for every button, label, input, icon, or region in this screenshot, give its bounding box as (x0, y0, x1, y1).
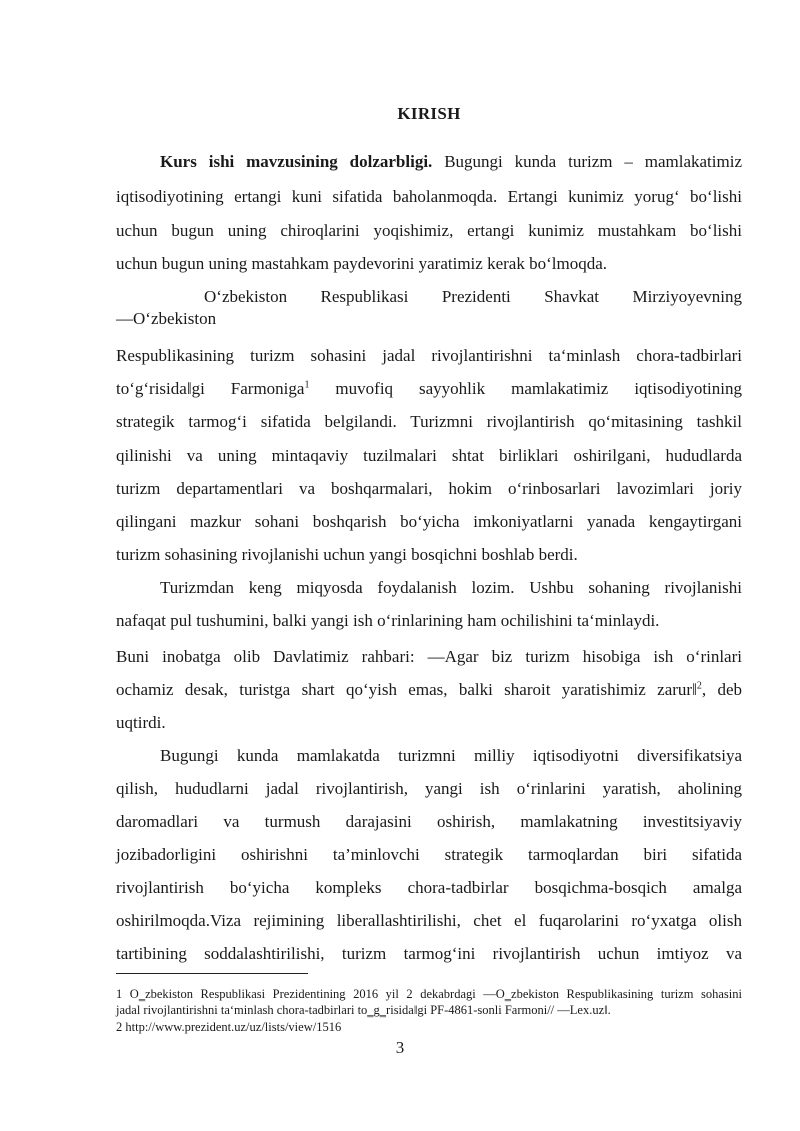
para4-line5: rivojlantirish bo‘yicha kompleks chora-tadbirlar bosqichma-bosqich amalga (116, 878, 742, 897)
page-number: 3 (395, 1038, 405, 1057)
para3-line4 (116, 680, 742, 700)
footnote-1-line1: 1 O‗zbekiston Respublikasi Prezidentining 2016 yil 2 dekabrdagi ―O‗zbekiston Respublikasining turizm sohasini (116, 987, 742, 1001)
footnote-separator (116, 973, 308, 974)
footnote-ref-2: 2 (696, 680, 702, 692)
footnote-2: 2 http://www.prezident.uz/uz/lists/view/1516 (116, 1020, 342, 1034)
para4-line6: oshirilmoqda.Viza rejimining liberallashtirilishi, chet el fuqarolarini ro‘yxatga olish (116, 911, 742, 930)
para4-line1: Bugungi kunda mamlakatda turizmni milliy iqtisodiyotni diversifikatsiya (160, 746, 742, 765)
para1-line1 (116, 152, 742, 172)
para2-line5: strategik tarmog‘i sifatida belgilandi. Turizmni rivojlantirish qo‘mitasining tashkil (116, 412, 742, 431)
para1-line3: uchun bugun uning chiroqlarini yoqishimiz, ertangi kunimiz mustahkam bo‘lishi (116, 221, 742, 240)
page-title: KIRISH (397, 104, 461, 123)
para2-l4b: muvofiq sayyohlik mamlakatimiz iqtisodiyotining (309, 379, 743, 398)
para2-line3: Respublikasining turizm sohasini jadal rivojlantirishni ta‘minlash chora-tadbirlari (116, 346, 742, 365)
para2-line9: turizm sohasining rivojlanishi uchun yangi bosqichni boshlab berdi. (116, 545, 578, 564)
para1-line2: iqtisodiyotining ertangi kuni sifatida baholanmoqda. Ertangi kunimiz yorug‘ bo‘lishi (116, 187, 742, 206)
para2-line7: turizm departamentlari va boshqarmalari, hokim o‘rinbosarlari lavozimlari joriy (116, 479, 742, 498)
para2-line8: qilingani mazkur sohani boshqarish bo‘yicha imkoniyatlarni yanada kengaytirgani (116, 512, 742, 531)
para2-line1: O‘zbekiston Respublikasi Prezidenti Shavkat Mirziyoyevning (204, 287, 742, 306)
para4-line3: daromadlari va turmush darajasini oshirish, mamlakatning investitsiyaviy (116, 812, 742, 831)
para4-line7: tartibining soddalashtirilishi, turizm tarmog‘ini rivojlantirish uchun imtiyoz va (116, 944, 742, 963)
para1-line4: uchun bugun uning mastahkam paydevorini yaratimiz kerak bo‘lmoqda. (116, 254, 607, 273)
para1-l1-rest: Bugungi kunda turizm – mamlakatimiz (432, 152, 742, 171)
para3-line5: uqtirdi. (116, 713, 166, 732)
para3-l4b: , deb (701, 680, 743, 699)
para3-line2: nafaqat pul tushumini, balki yangi ish o‘rinlarining ham ochilishini ta‘minlaydi. (116, 611, 660, 630)
para4-line4: jozibadorligini oshirishni ta’minlovchi strategik tarmoqlardan biri sifatida (116, 845, 742, 864)
para1-lead: Kurs ishi mavzusining dolzarbligi. (160, 152, 433, 171)
para3-line3: Buni inobatga olib Davlatimiz rahbari: ―Agar biz turizm hisobiga ish o‘rinlari (116, 647, 742, 666)
footnote-ref-1: 1 (304, 379, 310, 391)
para2-l4a: to‘g‘risida‖gi Farmoniga (116, 379, 305, 398)
footnote-1-line2: jadal rivojlantirishni ta‘minlash chora-tadbirlari to‗g‗risida‖gi PF-4861-sonli Farmoni// ―Lex.uz‖. (116, 1003, 611, 1017)
para4-line2: qilish, hududlarni jadal rivojlantirish, yangi ish o‘rinlarini yaratish, aholining (116, 779, 742, 798)
para2-line4 (116, 379, 742, 399)
para2-line6: qilinishi va uning mintaqaviy tuzilmalari shtat birliklari oshirilgani, hududlarda (116, 446, 742, 465)
para3-l4a: ochamiz desak, turistga shart qo‘yish emas, balki sharoit yaratishimiz zarur‖ (116, 680, 697, 699)
para2-line2: ―O‘zbekiston (116, 309, 217, 328)
para3-line1: Turizmdan keng miqyosda foydalanish lozim. Ushbu sohaning rivojlanishi (160, 578, 742, 597)
